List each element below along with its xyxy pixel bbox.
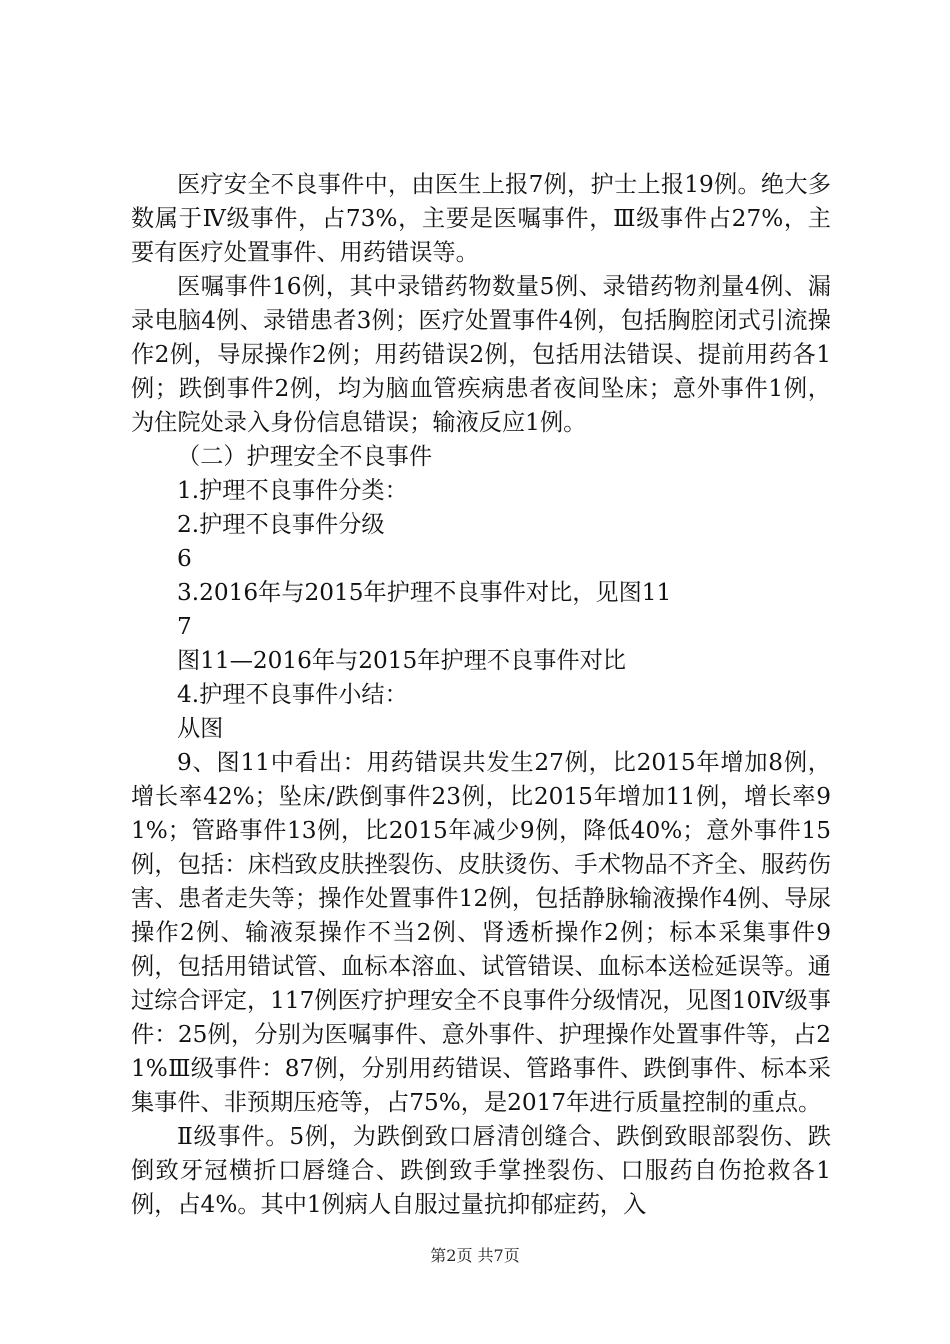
list-item-comparison: 3.2016年与2015年护理不良事件对比，见图11 bbox=[177, 579, 672, 606]
list-item-grading: 2.护理不良事件分级 bbox=[177, 511, 385, 538]
paragraph-medical-events-summary: 医疗安全不良事件中，由医生上报7例，护士上报19例。绝大多数属于Ⅳ级事件，占73%，主要是医嘱事件，Ⅲ级事件占27%，主要有医疗处置事件、用药错误等。 bbox=[131, 171, 831, 266]
text-from-figure: 从图 bbox=[177, 715, 224, 742]
paragraph-figure11-analysis: 9、图11中看出：用药错误共发生27例，比2015年增加8例，增长率42%；坠床/跌倒事件23例，比2015年增加11例，增长率91%；管路事件13例，比2015年减少9例，降低40%；意外事件15例，包括：床档致皮肤挫裂伤、皮肤烫伤、手术物品不齐全、服药伤害、患者走失等；操作处置事件12例，包括静脉输液操作4例、导尿操作2例、输液泵操作不当2例、肾透析操作2例；标本采集事件9例，包括用错试管、血标本溶血、试管错误、血标本送检延误等。通过综合评定，117例医疗护理安全不良事件分级情况，见图10Ⅳ级事件：25例，分别为医嘱事件、意外事件、护理操作处置事件等，占21%Ⅲ级事件：87例，分别用药错误、管路事件、跌倒事件、标本采集事件、非预期压疮等，占75%，是2017年进行质量控制的重点。 bbox=[131, 749, 831, 1116]
paragraph-level2-events: Ⅱ级事件。5例，为跌倒致口唇清创缝合、跌倒致眼部裂伤、跌倒致牙冠横折口唇缝合、跌倒致手掌挫裂伤、口服药自伤抢救各1例，占4%。其中1例病人自服过量抗抑郁症药，入 bbox=[131, 1123, 831, 1218]
section-heading-nursing-events: （二）护理安全不良事件 bbox=[177, 443, 433, 470]
figure-number-7: 7 bbox=[177, 613, 192, 640]
page-footer: 第2页 共7页 bbox=[430, 1246, 520, 1265]
figure-caption-11: 图11—2016年与2015年护理不良事件对比 bbox=[177, 647, 626, 674]
list-item-summary: 4.护理不良事件小结： bbox=[177, 681, 408, 708]
document-body bbox=[131, 168, 831, 1222]
figure-number-6: 6 bbox=[177, 545, 192, 572]
list-item-classification: 1.护理不良事件分类： bbox=[177, 477, 408, 504]
paragraph-order-events-detail: 医嘱事件16例，其中录错药物数量5例、录错药物剂量4例、漏录电脑4例、录错患者3例；医疗处置事件4例，包括胸腔闭式引流操作2例，导尿操作2例；用药错误2例，包括用法错误、提前用药各1例；跌倒事件2例，均为脑血管疾病患者夜间坠床；意外事件1例，为住院处录入身份信息错误；输液反应1例。 bbox=[131, 273, 831, 436]
